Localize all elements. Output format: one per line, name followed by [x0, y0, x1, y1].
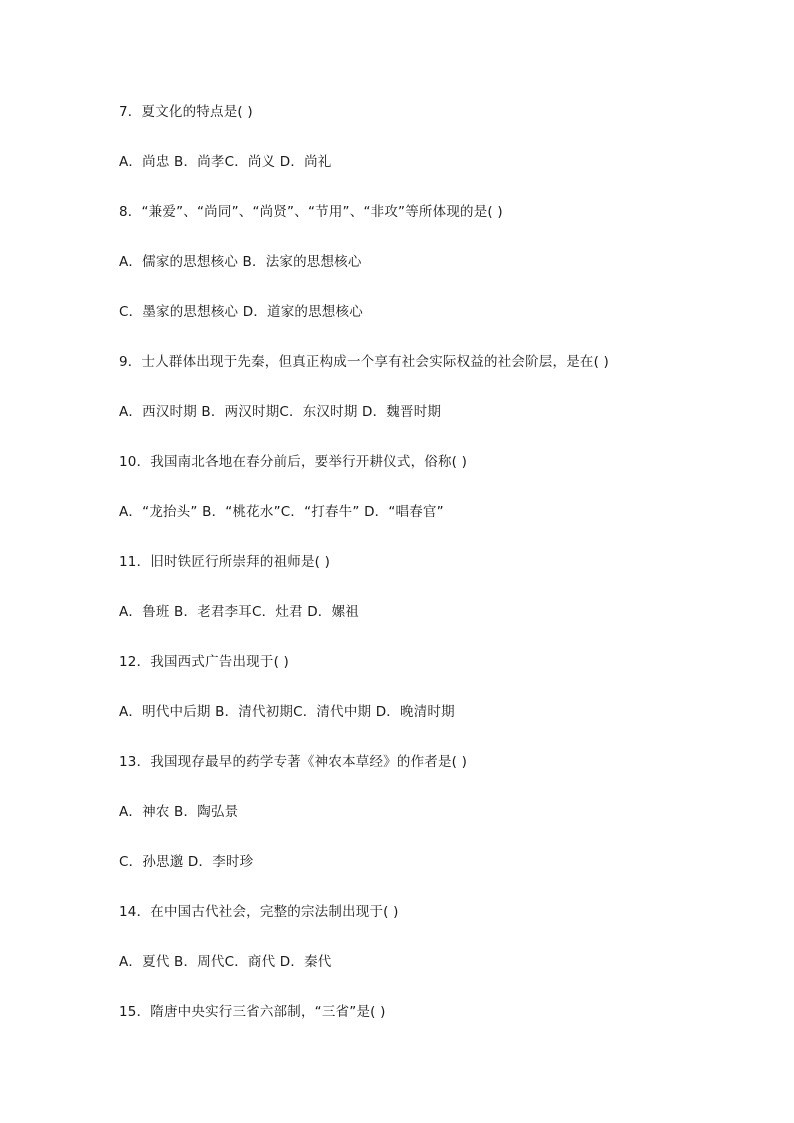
question-11: 11．旧时铁匠行所崇拜的祖师是( )	[119, 554, 331, 570]
question-8-options-ab: A．儒家的思想核心 B．法家的思想核心	[119, 254, 362, 270]
question-8: 8．“兼爱”、“尚同”、“尚贤”、“节用”、“非攻”等所体现的是( )	[119, 204, 503, 220]
question-10: 10．我国南北各地在春分前后，要举行开耕仪式，俗称( )	[119, 454, 468, 470]
question-12-options: A．明代中后期 B．清代初期C．清代中期 D．晚清时期	[119, 704, 455, 720]
question-9-options: A．西汉时期 B．两汉时期C．东汉时期 D．魏晋时期	[119, 404, 442, 420]
question-13-options-cd: C．孙思邈 D．李时珍	[119, 854, 254, 870]
question-7: 7．夏文化的特点是( )	[119, 104, 253, 120]
question-9: 9．士人群体出现于先秦，但真正构成一个享有社会实际权益的社会阶层，是在( )	[119, 354, 610, 370]
question-11-options: A．鲁班 B．老君李耳C．灶君 D．嫘祖	[119, 604, 359, 620]
question-14: 14．在中国古代社会，完整的宗法制出现于( )	[119, 904, 399, 920]
question-7-options: A．尚忠 B．尚孝C．尚义 D．尚礼	[119, 154, 332, 170]
question-10-options: A．“龙抬头” B．“桃花水”C．“打春牛” D．“唱春官”	[119, 504, 444, 520]
question-14-options: A．夏代 B．周代C．商代 D．秦代	[119, 954, 332, 970]
question-13: 13．我国现存最早的药学专著《神农本草经》的作者是( )	[119, 754, 468, 770]
question-8-options-cd: C．墨家的思想核心 D．道家的思想核心	[119, 304, 363, 320]
question-12: 12．我国西式广告出现于( )	[119, 654, 290, 670]
question-15: 15．隋唐中央实行三省六部制，“三省”是( )	[119, 1004, 386, 1020]
question-13-options-ab: A．神农 B．陶弘景	[119, 804, 239, 820]
